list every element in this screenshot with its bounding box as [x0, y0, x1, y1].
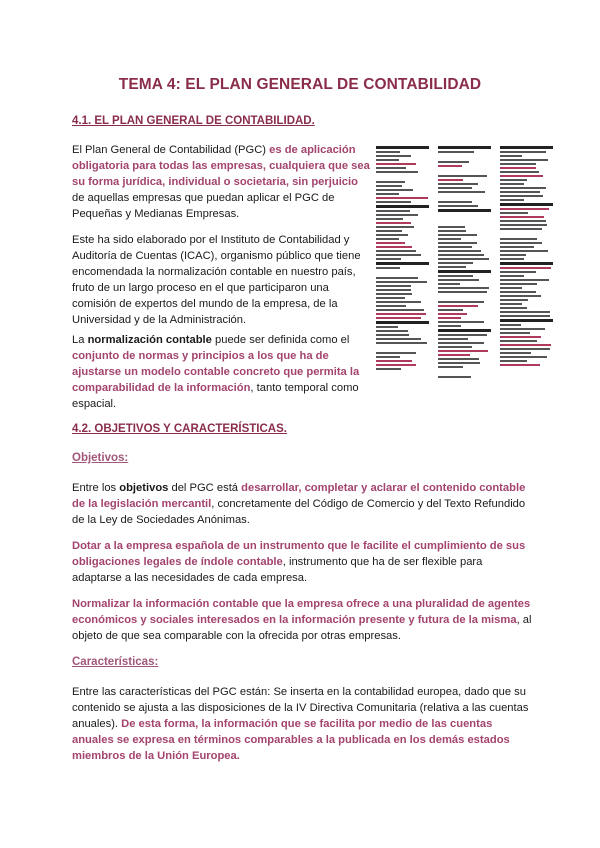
highlight-text: desarrollar, completar y aclarar el contenido contable de la legislación mercantil: [72, 482, 526, 510]
text: puede ser definida como el: [211, 334, 350, 346]
thumbnail-line: [500, 295, 541, 297]
thumbnail-line: [500, 348, 550, 350]
thumbnail-line: [500, 191, 540, 193]
thumbnail-line: [500, 299, 528, 301]
thumbnail-line: [438, 334, 487, 336]
thumbnail-line: [438, 354, 470, 356]
thumbnail-line: [438, 325, 461, 327]
highlight-text: De esta forma, la información que se facilita por medio de las cuentas anuales se expresa en términos comparables a la publicada en los demás estados miembros de la Unión Europea: [72, 718, 510, 762]
thumbnail-column: [500, 146, 553, 368]
thumbnail-line: [376, 321, 429, 324]
thumbnail-line: [500, 307, 527, 309]
thumbnail-line: [438, 209, 491, 212]
thumbnail-line: [438, 279, 479, 281]
text: , instrumento que ha de ser flexible para adaptarse a las necesidades de cada empresa.: [72, 556, 483, 584]
thumbnail-line: [438, 246, 472, 248]
thumbnail-line: [500, 228, 542, 230]
thumbnail-line: [376, 201, 411, 203]
bold-text: objetivos: [119, 482, 169, 494]
thumbnail-line: [500, 159, 548, 161]
thumbnail-line: [376, 352, 416, 354]
thumbnail-line: [500, 242, 542, 244]
thumbnail-line: [500, 203, 553, 206]
thumbnail-line: [500, 195, 543, 197]
thumbnail-line: [438, 270, 491, 273]
thumbnail-line: [500, 344, 551, 346]
thumbnail-line: [376, 364, 416, 366]
thumbnail-line: [376, 281, 427, 283]
thumbnail-line: [500, 183, 524, 185]
thumbnail-line: [500, 279, 549, 281]
thumbnail-line: [438, 358, 479, 360]
thumbnail-line: [438, 238, 461, 240]
thumbnail-line: [376, 317, 421, 319]
thumbnail-line: [376, 193, 399, 195]
thumbnail-line: [376, 258, 401, 260]
highlight-text: es de aplicación obligatoria para todas las empresas, cualquiera que sea su forma jurídica, individual o societaria, sin perjuicio: [72, 144, 370, 188]
caracteristicas-heading: Características:: [72, 656, 159, 668]
thumbnail-line: [376, 360, 412, 362]
text: del PGC está: [168, 482, 242, 494]
thumbnail-line: [438, 175, 487, 177]
thumbnail-line: [500, 311, 550, 313]
thumbnail-line: [500, 175, 543, 177]
thumbnail-line: [438, 342, 484, 344]
thumbnail-line: [376, 163, 416, 165]
thumbnail-line: [376, 242, 405, 244]
thumbnail-line: [438, 366, 463, 368]
thumbnail-line: [376, 167, 406, 169]
thumbnail-line: [500, 246, 534, 248]
thumbnail-line: [500, 291, 536, 293]
thumbnail-line: [500, 319, 553, 322]
thumbnail-line: [438, 317, 461, 319]
thumbnail-line: [438, 305, 478, 307]
thumbnail-line: [438, 205, 478, 207]
thumbnail-line: [500, 216, 544, 218]
thumbnail-line: [500, 171, 539, 173]
paragraph-pgc-definition: [72, 142, 372, 222]
thumbnail-line: [438, 362, 480, 364]
thumbnail-line: [438, 179, 463, 181]
thumbnail-column: [438, 146, 491, 380]
thumbnail-line: [500, 254, 526, 256]
thumbnail-line: [376, 155, 411, 157]
thumbnail-line: [376, 246, 412, 248]
thumbnail-line: [438, 338, 468, 340]
thumbnail-line: [376, 313, 426, 315]
thumbnail-line: [500, 340, 537, 342]
highlight-text: Dotar a la empresa española de un instrumento que le facilite el cumplimiento de sus obligaciones legales de índole contable: [72, 540, 526, 568]
thumbnail-line: [438, 262, 473, 264]
thumbnail-line: [376, 181, 405, 183]
thumbnail-line: [500, 151, 546, 153]
thumbnail-line: [438, 329, 491, 332]
text: , tanto temporal como espacial.: [72, 382, 359, 410]
thumbnail-line: [376, 334, 409, 336]
thumbnail-line: [438, 291, 487, 293]
thumbnail-line: [500, 199, 524, 201]
thumbnail-line: [500, 360, 527, 362]
paragraph-dotar: [72, 538, 534, 586]
thumbnail-line: [500, 220, 546, 222]
thumbnail-line: [500, 167, 536, 169]
thumbnail-line: [376, 342, 427, 344]
thumbnail-line: [438, 250, 481, 252]
thumbnail-line: [500, 287, 522, 289]
text: , concretamente del Código de Comercio y del Texto Refundido de la Ley de Sociedades Anónimas.: [72, 498, 526, 526]
thumbnail-line: [438, 275, 473, 277]
thumbnail-line: [500, 283, 537, 285]
objetivos-heading: Objetivos:: [72, 452, 129, 464]
thumbnail-line: [376, 267, 400, 269]
thumbnail-line: [376, 159, 399, 161]
thumbnail-line: [376, 301, 421, 303]
paragraph-normalizacion: [72, 332, 364, 412]
thumbnail-line: [438, 151, 474, 153]
thumbnail-line: [376, 218, 403, 220]
thumbnail-line: [376, 330, 408, 332]
thumbnail-line: [438, 313, 467, 315]
thumbnail-line: [500, 179, 527, 181]
thumbnail-line: [500, 352, 531, 354]
thumbnail-line: [500, 238, 537, 240]
text: de aquellas empresas que puedan aplicar el PGC de Pequeñas y Medianas Empresas.: [72, 192, 335, 220]
thumbnail-line: [500, 328, 545, 330]
thumbnail-line: [438, 183, 478, 185]
thumbnail-line: [438, 301, 484, 303]
thumbnail-line: [438, 287, 489, 289]
thumbnail-line: [500, 212, 528, 214]
thumbnail-line: [376, 305, 406, 307]
thumbnail-line: [438, 146, 491, 149]
thumbnail-line: [376, 234, 408, 236]
thumbnail-line: [438, 191, 485, 193]
thumbnail-line: [438, 165, 462, 167]
thumbnail-line: [376, 297, 405, 299]
thumbnail-line: [376, 368, 401, 370]
thumbnail-line: [438, 201, 472, 203]
page-title: TEMA 4: EL PLAN GENERAL DE CONTABILIDAD: [118, 76, 482, 93]
thumbnail-line: [500, 267, 551, 269]
thumbnail-line: [500, 275, 524, 277]
thumbnail-line: [376, 285, 411, 287]
thumbnail-line: [376, 171, 418, 173]
thumbnail-line: [500, 356, 547, 358]
thumbnail-line: [500, 208, 549, 210]
text: .: [236, 750, 240, 762]
thumbnail-line: [376, 222, 411, 224]
paragraph-caracteristicas: [72, 684, 534, 764]
thumbnail-column: [376, 146, 429, 372]
paragraph-icac: Este ha sido elaborado por el Instituto de Contabilidad y Auditoría de Cuentas (ICAC), organismo público que tiene encomendada la normalización contable en nuestro país, fruto de un largo proceso en el que participaron una comisión de expertos del mundo de la empresa, de la Universidad y de la Administración.: [72, 234, 361, 326]
thumbnail-line: [376, 356, 400, 358]
thumbnail-line: [500, 250, 548, 252]
thumbnail-line: [500, 332, 530, 334]
thumbnail-line: [376, 289, 411, 291]
thumbnail-line: [376, 197, 428, 199]
section-heading-4-2: 4.2. OBJETIVOS Y CARACTERÍSTICAS.: [72, 423, 287, 435]
thumbnail-line: [376, 326, 398, 328]
thumbnail-line: [500, 163, 536, 165]
thumbnail-line: [438, 309, 463, 311]
thumbnail-line: [500, 324, 521, 326]
thumbnail-line: [438, 350, 488, 352]
thumbnail-line: [438, 283, 460, 285]
thumbnail-line: [376, 151, 400, 153]
thumbnail-line: [500, 303, 522, 305]
thumbnail-line: [438, 230, 466, 232]
thumbnail-line: [438, 242, 477, 244]
thumbnail-line: [376, 226, 414, 228]
thumbnail-line: [376, 309, 424, 311]
text: Entre las características del PGC están: Se inserta en la contabilidad europea, dado que su contenido se ajusta a las disposiciones de la IV Directiva Comunitaria (relativa a las cuentas anuales).: [72, 686, 529, 730]
bold-text: normalización contable: [87, 334, 212, 346]
highlight-text: conjunto de normas y principios a los que ha de ajustarse un modelo contable concreto que permita la comparabilidad de la información: [72, 350, 360, 394]
thumbnail-line: [438, 226, 465, 228]
thumbnail-line: [438, 161, 469, 163]
thumbnail-line: [500, 258, 524, 260]
thumbnail-line: [376, 230, 402, 232]
thumbnail-line: [376, 277, 418, 279]
thumbnail-line: [376, 262, 429, 265]
thumbnail-line: [376, 293, 412, 295]
highlight-text: Normalizar la información contable que la empresa ofrece a una pluralidad de agentes económicos y sociales interesados en la información presente y futura de la misma: [72, 598, 531, 626]
thumbnail-line: [376, 185, 402, 187]
thumbnail-line: [500, 155, 522, 157]
thumbnail-line: [376, 210, 410, 212]
text: La: [72, 334, 88, 346]
thumbnail-line: [500, 364, 540, 366]
pgc-accounts-thumbnail: [376, 146, 554, 376]
thumbnail-line: [376, 214, 418, 216]
text: El Plan General de Contabilidad (PGC): [72, 144, 270, 156]
thumbnail-line: [500, 146, 553, 149]
thumbnail-line: [376, 238, 399, 240]
thumbnail-line: [500, 271, 536, 273]
section-heading-4-1: 4.1. EL PLAN GENERAL DE CONTABILIDAD.: [72, 115, 315, 127]
thumbnail-line: [376, 254, 421, 256]
paragraph-normalizar: [72, 596, 534, 644]
thumbnail-line: [438, 254, 484, 256]
thumbnail-line: [438, 258, 489, 260]
thumbnail-line: [500, 262, 553, 265]
text: , al objeto de que sea comparable con la ofrecida por otras empresas.: [72, 614, 532, 642]
thumbnail-line: [376, 338, 421, 340]
thumbnail-line: [376, 146, 429, 149]
thumbnail-line: [376, 189, 413, 191]
thumbnail-line: [438, 376, 471, 378]
thumbnail-line: [500, 336, 541, 338]
paragraph-objetivos: [72, 480, 534, 528]
thumbnail-line: [376, 205, 429, 208]
thumbnail-line: [500, 315, 550, 317]
thumbnail-line: [438, 266, 466, 268]
thumbnail-line: [500, 224, 547, 226]
thumbnail-line: [376, 250, 416, 252]
thumbnail-line: [438, 234, 477, 236]
thumbnail-line: [438, 321, 484, 323]
thumbnail-line: [500, 187, 546, 189]
thumbnail-line: [438, 346, 472, 348]
thumbnail-line: [438, 187, 472, 189]
text: Entre los: [72, 482, 120, 494]
